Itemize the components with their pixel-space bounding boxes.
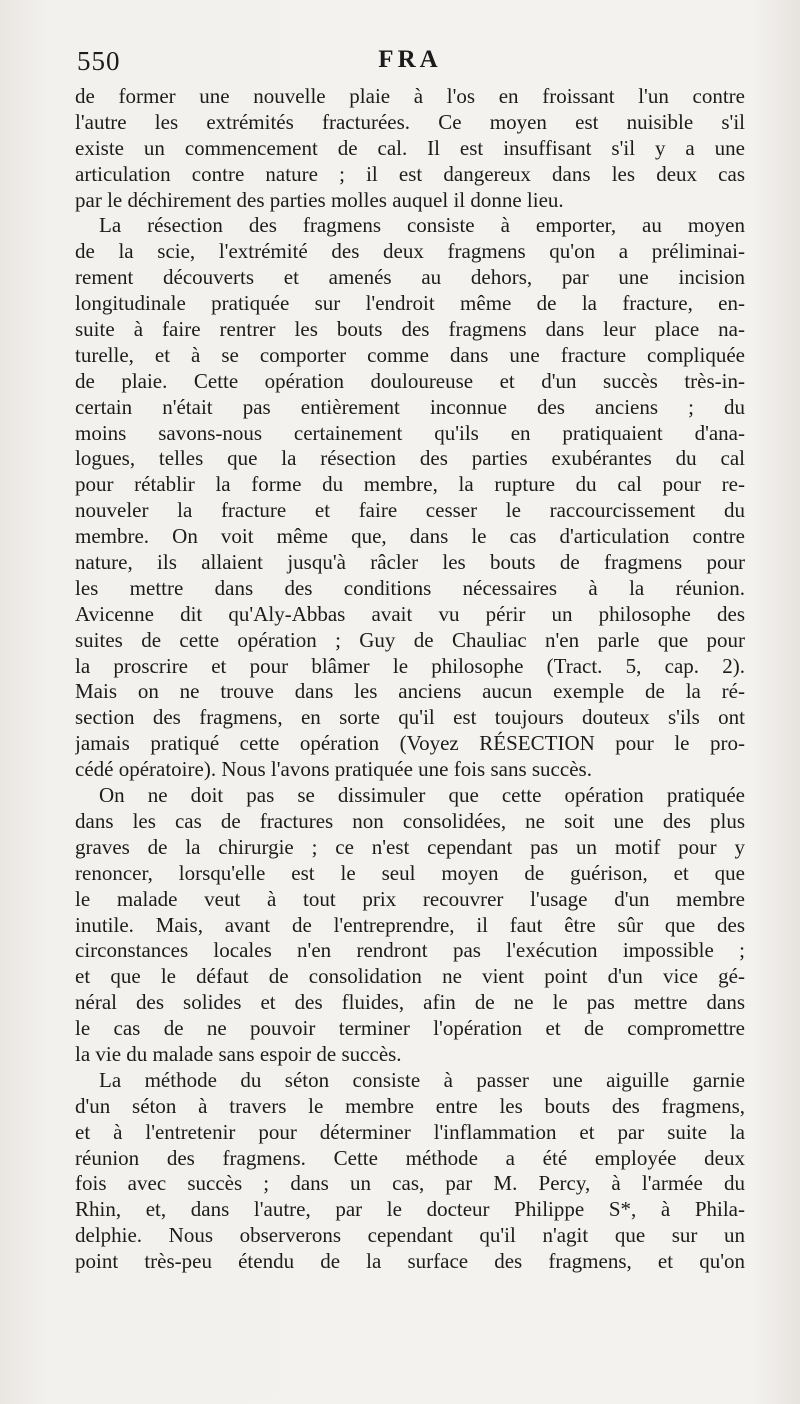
text-line: fois avec succès ; dans un cas, par M. Percy, à l'armée du bbox=[75, 1171, 745, 1196]
text-line: de plaie. Cette opération douloureuse et d'un succès très-in- bbox=[75, 368, 745, 393]
text-line: par le déchirement des parties molles auquel il donne lieu. bbox=[75, 187, 564, 212]
text-line: point très-peu étendu de la surface des fragmens, et qu'on bbox=[75, 1249, 745, 1274]
text-line: le malade veut à tout prix recouvrer l'usage d'un membre bbox=[75, 886, 745, 911]
text-line: longitudinale pratiquée sur l'endroit même de la fracture, en- bbox=[75, 291, 745, 316]
text-line: certain n'était pas entièrement inconnue des anciens ; du bbox=[75, 394, 745, 419]
text-line: de la scie, l'extrémité des deux fragmens qu'on a préliminai- bbox=[75, 239, 745, 264]
text-line: inutile. Mais, avant de l'entreprendre, il faut être sûr que des bbox=[75, 912, 745, 937]
text-line: logues, telles que la résection des parties exubérantes du cal bbox=[75, 446, 745, 471]
text-line: renoncer, lorsqu'elle est le seul moyen de guérison, et que bbox=[75, 860, 745, 885]
text-line: nature, ils allaient jusqu'à râcler les bouts de fragmens pour bbox=[75, 550, 745, 575]
text-line: néral des solides et des fluides, afin de ne le pas mettre dans bbox=[75, 990, 745, 1015]
text-line: section des fragmens, en sorte qu'il est toujours douteux s'ils ont bbox=[75, 705, 745, 730]
text-line: suites de cette opération ; Guy de Chauliac n'en parle que pour bbox=[75, 627, 745, 652]
text-line: dans les cas de fractures non consolidées, ne soit une des plus bbox=[75, 808, 745, 833]
text-line: delphie. Nous observerons cependant qu'il n'agit que sur un bbox=[75, 1223, 745, 1248]
text-line: articulation contre nature ; il est dangereux dans les deux cas bbox=[75, 161, 745, 186]
text-line: rement découverts et amenés au dehors, par une incision bbox=[75, 265, 745, 290]
text-line: existe un commencement de cal. Il est insuffisant s'il y a une bbox=[75, 135, 745, 160]
text-line: suite à faire rentrer les bouts des fragmens dans leur place na- bbox=[75, 317, 745, 342]
text-line: et à l'entretenir pour déterminer l'inflammation et par suite la bbox=[75, 1119, 745, 1144]
page-header bbox=[75, 46, 745, 82]
page-number: 550 bbox=[77, 46, 121, 76]
text-line: La méthode du séton consiste à passer une aiguille garnie bbox=[99, 1067, 745, 1092]
text-line: Avicenne dit qu'Aly-Abbas avait vu périr un philosophe des bbox=[75, 601, 745, 626]
text-line: la proscrire et pour blâmer le philosophe (Tract. 5, cap. 2). bbox=[75, 653, 745, 678]
text-line: cédé opératoire). Nous l'avons pratiquée une fois sans succès. bbox=[75, 757, 592, 782]
text-line: le cas de ne pouvoir terminer l'opération et de compromettre bbox=[75, 1016, 745, 1041]
text-line: On ne doit pas se dissimuler que cette opération pratiquée bbox=[99, 783, 745, 808]
text-line: l'autre les extrémités fracturées. Ce moyen est nuisible s'il bbox=[75, 109, 745, 134]
text-line: pour rétablir la forme du membre, la rupture du cal pour re- bbox=[75, 472, 745, 497]
text-line: de former une nouvelle plaie à l'os en froissant l'un contre bbox=[75, 84, 745, 108]
body-text bbox=[75, 84, 745, 1275]
text-line: nouveler la fracture et faire cesser le raccourcissement du bbox=[75, 498, 745, 523]
text-line: les mettre dans des conditions nécessaires à la réunion. bbox=[75, 575, 745, 600]
text-line: Mais on ne trouve dans les anciens aucun exemple de la ré- bbox=[75, 679, 745, 704]
running-head: FRA bbox=[378, 46, 442, 73]
text-line: turelle, et à se comporter comme dans une fracture compliquée bbox=[75, 342, 745, 367]
text-line: réunion des fragmens. Cette méthode a été employée deux bbox=[75, 1145, 745, 1170]
text-line: d'un séton à travers le membre entre les bouts des fragmens, bbox=[75, 1093, 745, 1118]
text-line: Rhin, et, dans l'autre, par le docteur Philippe S*, à Phila- bbox=[75, 1197, 745, 1222]
text-line: membre. On voit même que, dans le cas d'articulation contre bbox=[75, 524, 745, 549]
text-line: graves de la chirurgie ; ce n'est cependant pas un motif pour y bbox=[75, 834, 745, 859]
text-line: circonstances locales n'en rendront pas l'exécution impossible ; bbox=[75, 938, 745, 963]
text-line: moins savons-nous certainement qu'ils en pratiquaient d'ana- bbox=[75, 420, 745, 445]
text-line: jamais pratiqué cette opération (Voyez RÉSECTION pour le pro- bbox=[75, 731, 745, 756]
text-line: la vie du malade sans espoir de succès. bbox=[75, 1041, 402, 1066]
text-line: La résection des fragmens consiste à emporter, au moyen bbox=[99, 213, 745, 238]
text-line: et que le défaut de consolidation ne vient point d'un vice gé- bbox=[75, 964, 745, 989]
